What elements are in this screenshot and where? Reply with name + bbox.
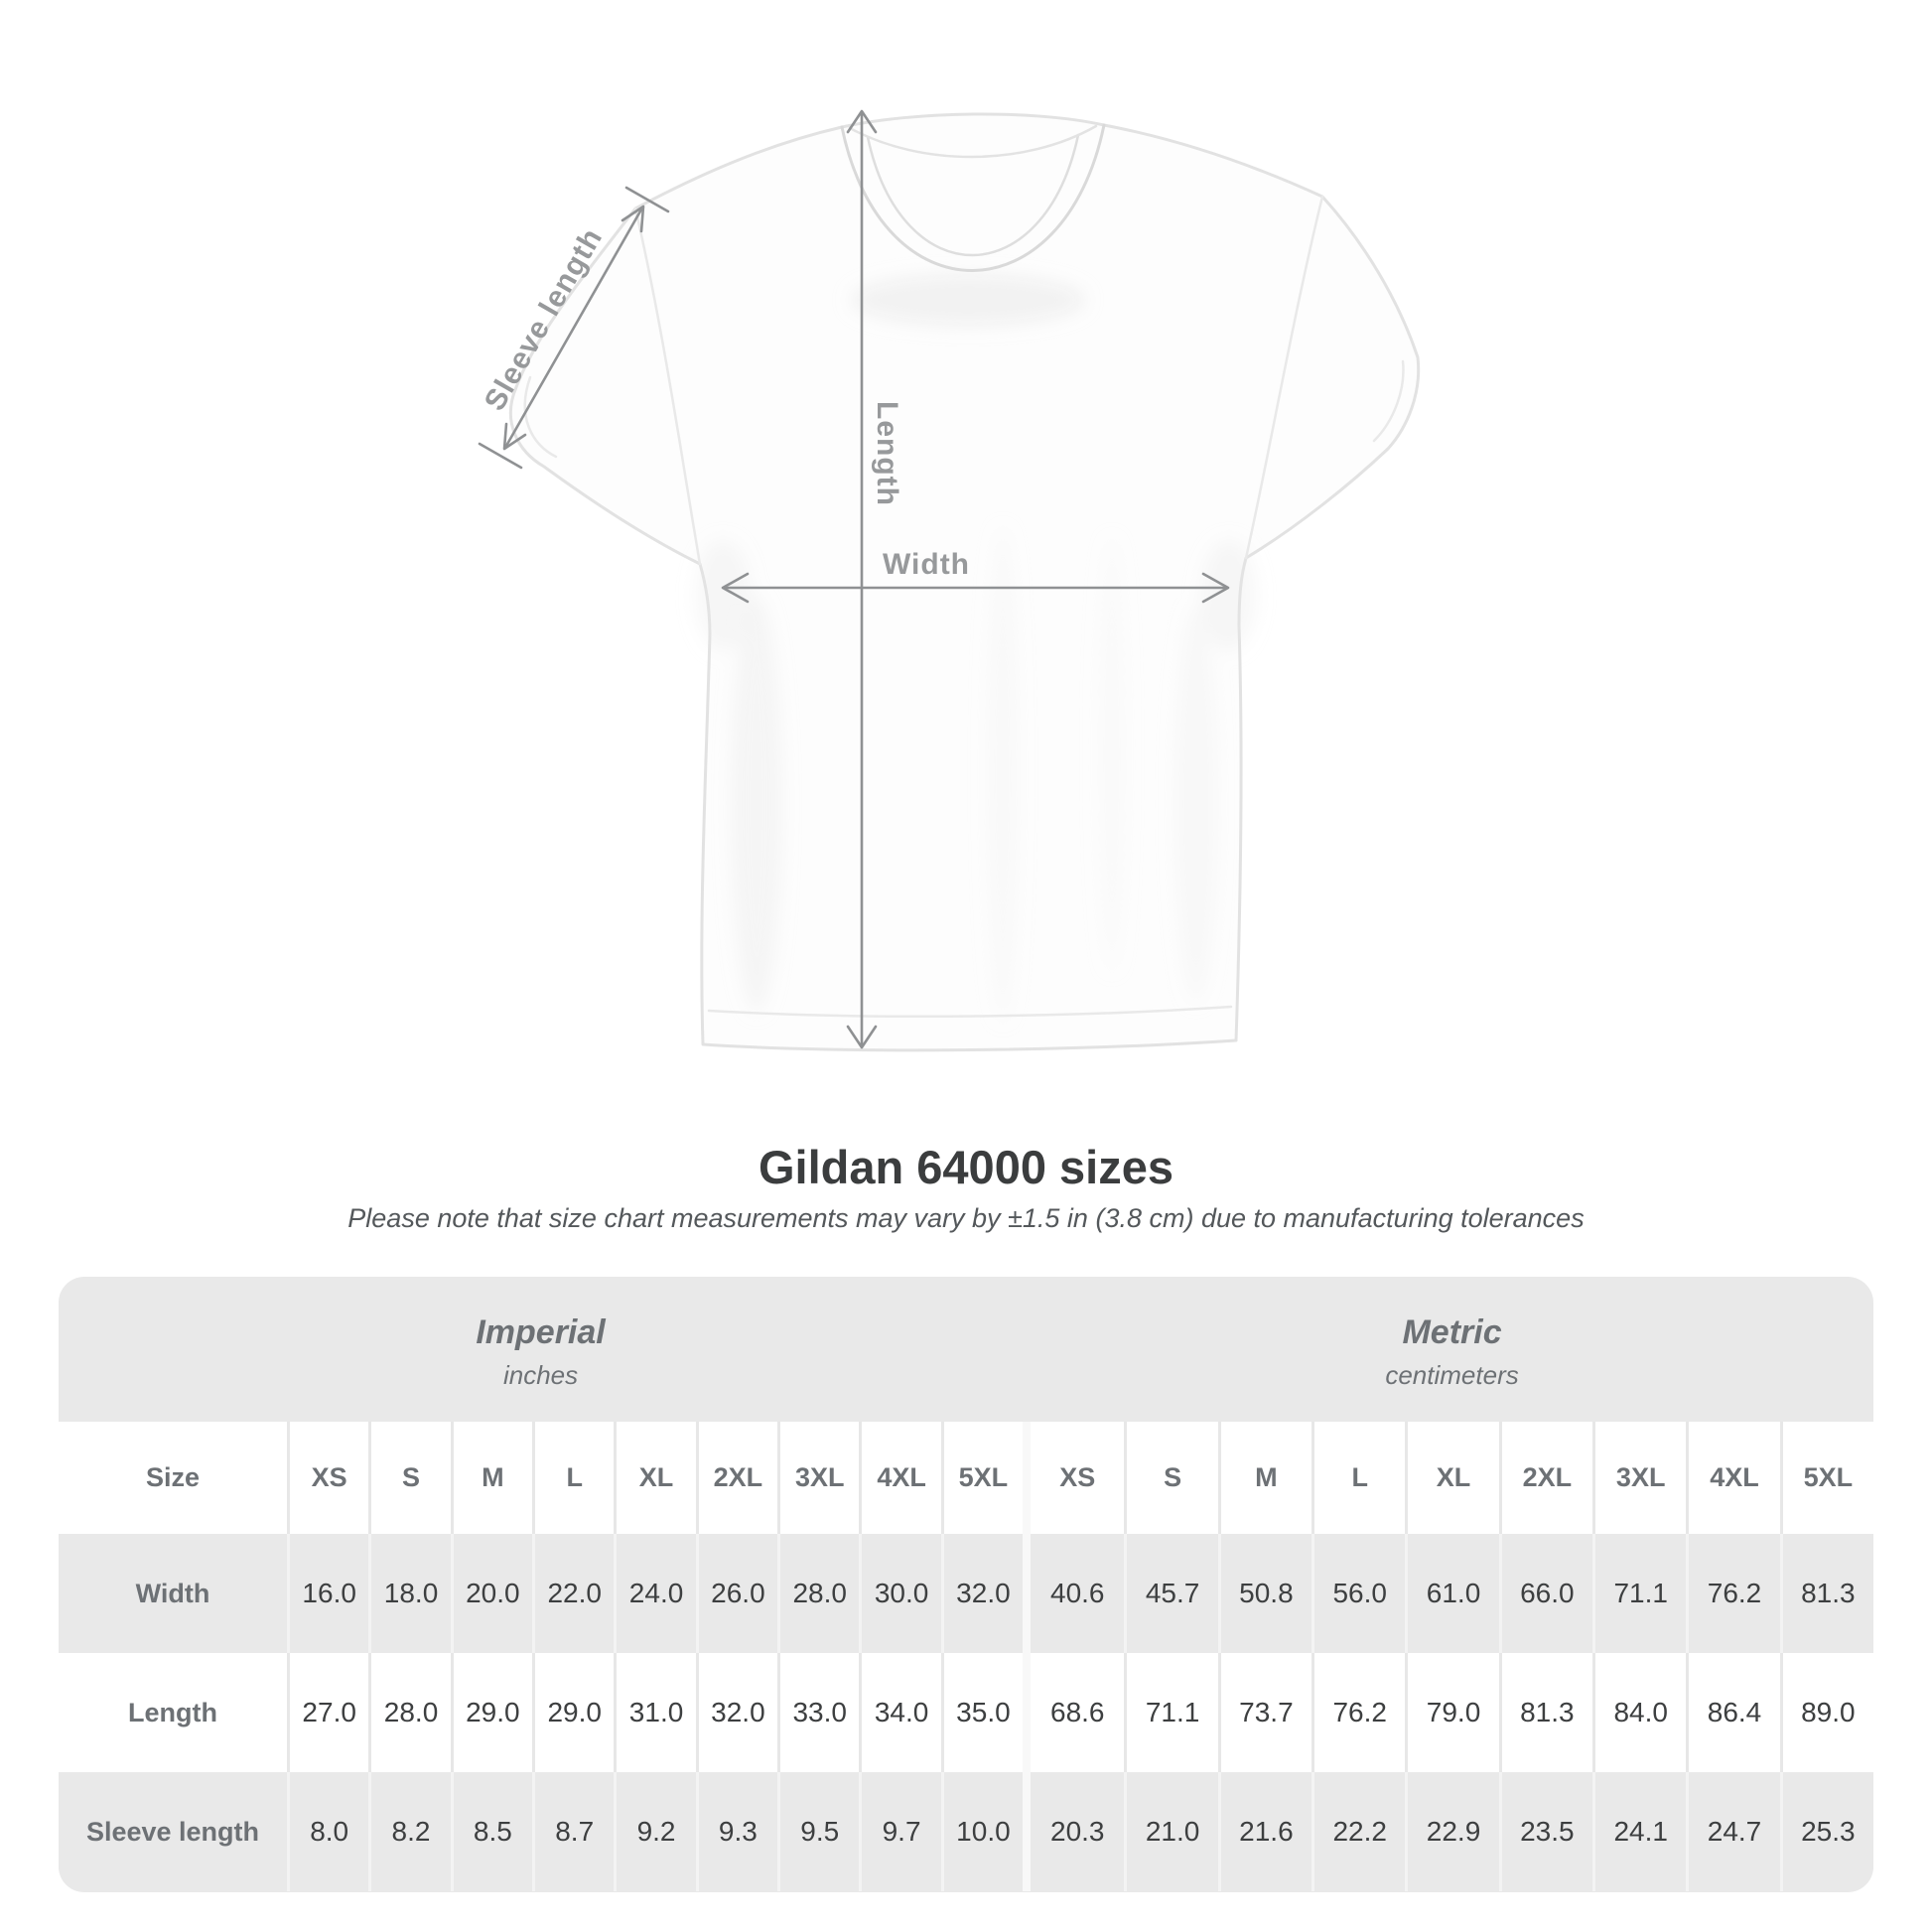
metric-value-cell: 22.2 xyxy=(1311,1772,1405,1891)
metric-label: Metric xyxy=(1402,1313,1502,1351)
metric-value-cell: 61.0 xyxy=(1405,1534,1498,1653)
metric-size-header-4XL: 4XL xyxy=(1686,1422,1779,1534)
imperial-value-cell: 9.5 xyxy=(777,1772,859,1891)
imperial-value-cell: 33.0 xyxy=(777,1653,859,1772)
imperial-value-cell: 8.0 xyxy=(287,1772,368,1891)
length-label: Length xyxy=(871,401,903,506)
metric-value-cell: 56.0 xyxy=(1311,1534,1405,1653)
metric-value-cell: 25.3 xyxy=(1780,1772,1873,1891)
imperial-value-cell: 9.3 xyxy=(696,1772,777,1891)
imperial-size-header-4XL: 4XL xyxy=(859,1422,940,1534)
metric-value-cell: 23.5 xyxy=(1499,1772,1592,1891)
metric-size-header-3XL: 3XL xyxy=(1592,1422,1686,1534)
imperial-value-cell: 16.0 xyxy=(287,1534,368,1653)
imperial-size-header-S: S xyxy=(368,1422,450,1534)
row-label: Width xyxy=(59,1534,287,1653)
imperial-value-cell: 27.0 xyxy=(287,1653,368,1772)
imperial-value-cell: 34.0 xyxy=(859,1653,940,1772)
metric-size-header-L: L xyxy=(1311,1422,1405,1534)
imperial-value-cell: 22.0 xyxy=(532,1534,614,1653)
imperial-size-header-L: L xyxy=(532,1422,614,1534)
centimeters-label: centimeters xyxy=(1385,1360,1519,1390)
metric-value-cell: 71.1 xyxy=(1592,1534,1686,1653)
imperial-value-cell: 8.5 xyxy=(451,1772,532,1891)
row-label: Sleeve length xyxy=(59,1772,287,1891)
imperial-size-header-XS: XS xyxy=(287,1422,368,1534)
imperial-value-cell: 8.7 xyxy=(532,1772,614,1891)
imperial-value-cell: 35.0 xyxy=(941,1653,1023,1772)
imperial-value-cell: 8.2 xyxy=(368,1772,450,1891)
imperial-size-header-XL: XL xyxy=(614,1422,695,1534)
imperial-size-header-3XL: 3XL xyxy=(777,1422,859,1534)
metric-value-cell: 24.7 xyxy=(1686,1772,1779,1891)
metric-size-header-S: S xyxy=(1124,1422,1217,1534)
imperial-value-cell: 29.0 xyxy=(451,1653,532,1772)
metric-group-header xyxy=(1031,1277,1873,1422)
metric-value-cell: 76.2 xyxy=(1311,1653,1405,1772)
unit-section-divider xyxy=(1023,1422,1031,1534)
width-label: Width xyxy=(882,548,971,581)
unit-group-band xyxy=(59,1277,1873,1422)
metric-value-cell: 81.3 xyxy=(1780,1534,1873,1653)
unit-section-divider xyxy=(1023,1772,1031,1891)
size-column-header: Size xyxy=(59,1422,287,1534)
imperial-value-cell: 20.0 xyxy=(451,1534,532,1653)
unit-section-divider xyxy=(1023,1653,1031,1772)
imperial-size-header-M: M xyxy=(451,1422,532,1534)
imperial-value-cell: 29.0 xyxy=(532,1653,614,1772)
metric-value-cell: 86.4 xyxy=(1686,1653,1779,1772)
imperial-size-header-5XL: 5XL xyxy=(941,1422,1023,1534)
size-table xyxy=(59,1277,1873,1892)
metric-value-cell: 40.6 xyxy=(1031,1534,1124,1653)
imperial-value-cell: 24.0 xyxy=(614,1534,695,1653)
metric-value-cell: 22.9 xyxy=(1405,1772,1498,1891)
imperial-value-cell: 32.0 xyxy=(696,1653,777,1772)
row-label: Length xyxy=(59,1653,287,1772)
imperial-size-header-2XL: 2XL xyxy=(696,1422,777,1534)
metric-value-cell: 21.6 xyxy=(1218,1772,1311,1891)
metric-value-cell: 21.0 xyxy=(1124,1772,1217,1891)
metric-value-cell: 79.0 xyxy=(1405,1653,1498,1772)
metric-value-cell: 73.7 xyxy=(1218,1653,1311,1772)
imperial-value-cell: 31.0 xyxy=(614,1653,695,1772)
metric-value-cell: 81.3 xyxy=(1499,1653,1592,1772)
metric-size-header-XS: XS xyxy=(1031,1422,1124,1534)
metric-size-header-M: M xyxy=(1218,1422,1311,1534)
unit-section-divider xyxy=(1023,1534,1031,1653)
sleeve-length-row xyxy=(59,1772,1873,1891)
length-row xyxy=(59,1653,1873,1772)
metric-value-cell: 50.8 xyxy=(1218,1534,1311,1653)
imperial-value-cell: 10.0 xyxy=(941,1772,1023,1891)
imperial-value-cell: 30.0 xyxy=(859,1534,940,1653)
tolerance-note: Please note that size chart measurements may vary by ±1.5 in (3.8 cm) due to manufacturing tolerances xyxy=(347,1203,1585,1233)
metric-value-cell: 20.3 xyxy=(1031,1772,1124,1891)
imperial-value-cell: 26.0 xyxy=(696,1534,777,1653)
metric-value-cell: 24.1 xyxy=(1592,1772,1686,1891)
metric-size-header-5XL: 5XL xyxy=(1780,1422,1873,1534)
imperial-value-cell: 9.2 xyxy=(614,1772,695,1891)
metric-value-cell: 76.2 xyxy=(1686,1534,1779,1653)
metric-size-header-2XL: 2XL xyxy=(1499,1422,1592,1534)
imperial-label: Imperial xyxy=(476,1313,606,1351)
metric-value-cell: 71.1 xyxy=(1124,1653,1217,1772)
size-header-row xyxy=(59,1422,1873,1534)
imperial-value-cell: 32.0 xyxy=(941,1534,1023,1653)
imperial-value-cell: 28.0 xyxy=(777,1534,859,1653)
page-title: Gildan 64000 sizes xyxy=(758,1141,1174,1193)
inches-label: inches xyxy=(502,1360,579,1390)
imperial-value-cell: 18.0 xyxy=(368,1534,450,1653)
metric-value-cell: 45.7 xyxy=(1124,1534,1217,1653)
imperial-value-cell: 9.7 xyxy=(859,1772,940,1891)
sleeve-length-label: Sleeve length xyxy=(478,222,610,417)
metric-value-cell: 89.0 xyxy=(1780,1653,1873,1772)
imperial-value-cell: 28.0 xyxy=(368,1653,450,1772)
metric-value-cell: 84.0 xyxy=(1592,1653,1686,1772)
metric-size-header-XL: XL xyxy=(1405,1422,1498,1534)
metric-value-cell: 66.0 xyxy=(1499,1534,1592,1653)
metric-value-cell: 68.6 xyxy=(1031,1653,1124,1772)
width-row xyxy=(59,1534,1873,1653)
imperial-group-header xyxy=(59,1277,1023,1422)
